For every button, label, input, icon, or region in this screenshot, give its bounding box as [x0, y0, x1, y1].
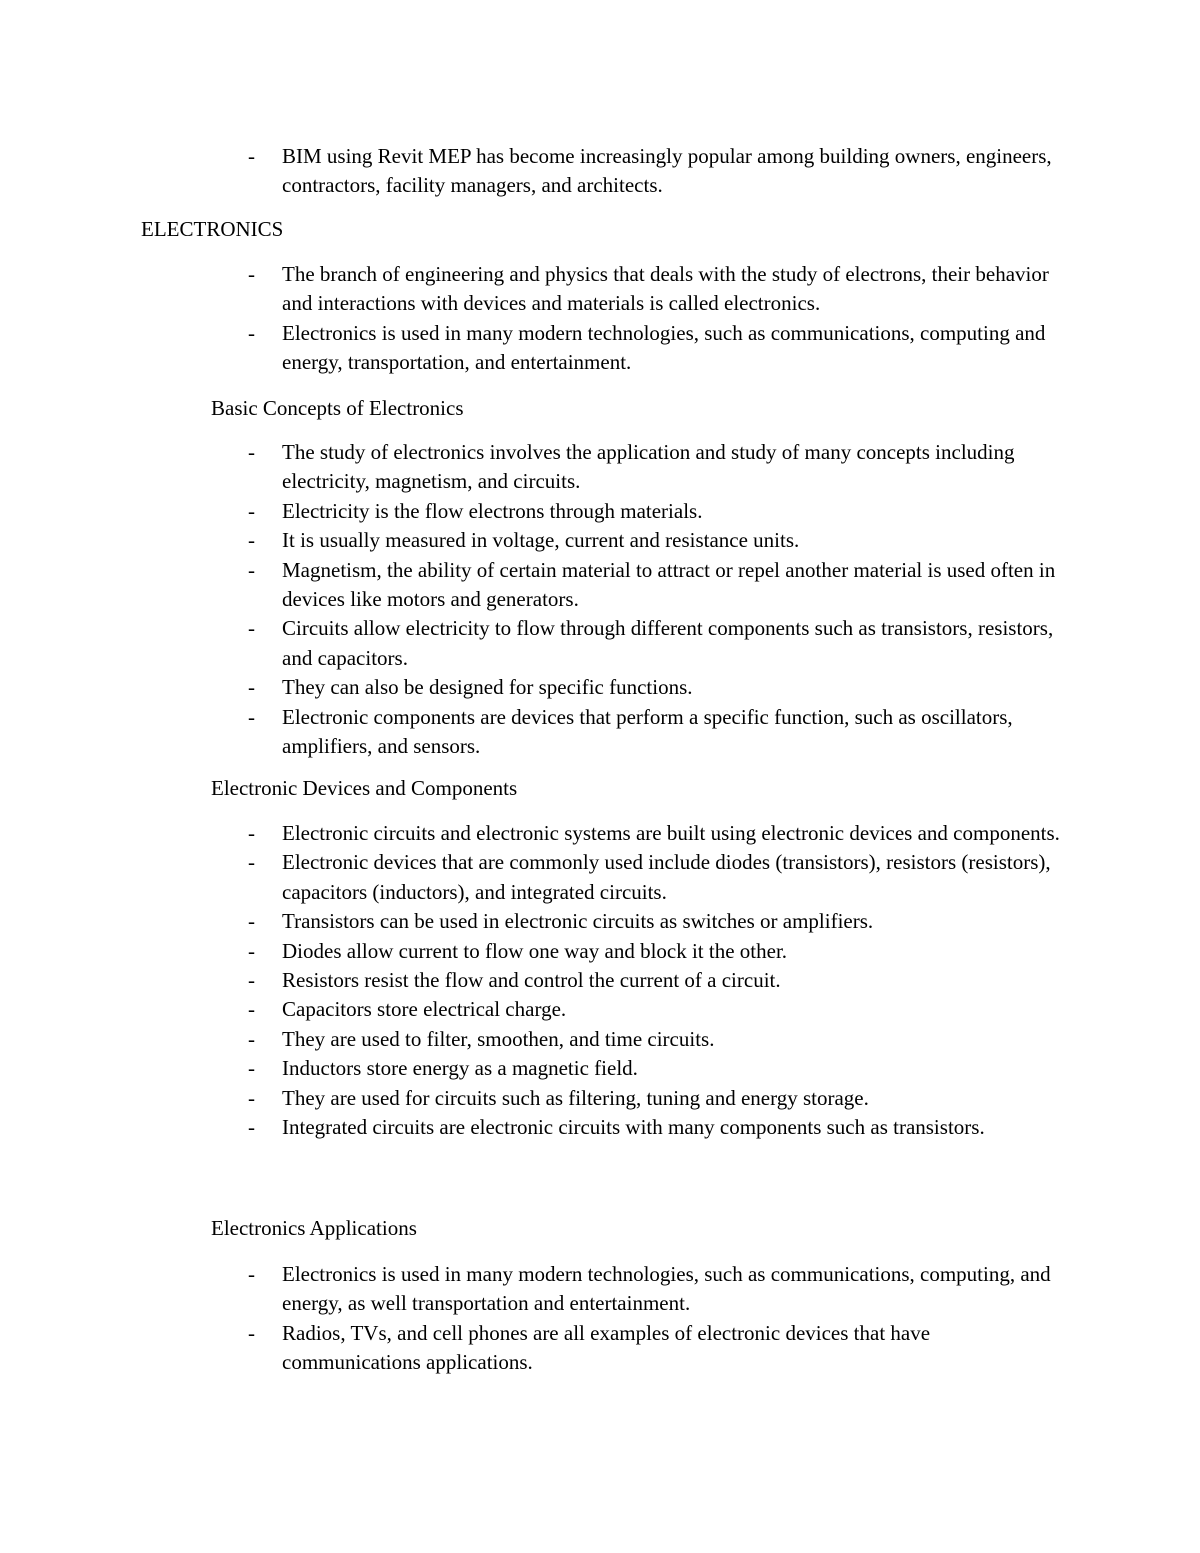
bullet-dash: - [248, 528, 255, 553]
bullet-dash: - [248, 997, 255, 1022]
section-heading-devices-components: Electronic Devices and Components [211, 776, 518, 800]
list-item-text: They are used to filter, smoothen, and time circuits. [282, 1026, 715, 1051]
section-heading-applications: Electronics Applications [211, 1216, 417, 1240]
list-item [244, 1054, 1074, 1083]
list-item [244, 319, 1074, 378]
list-item-text: Diodes allow current to flow one way and block it the other. [282, 938, 788, 963]
list-item-text: Electronics is used in many modern technologies, such as communications, computing, and energy, as well transportation and entertainment. [282, 1262, 1051, 1316]
bullet-dash: - [248, 1085, 255, 1110]
list-item-text: Magnetism, the ability of certain material to attract or repel another material is used often in devices like motors and generators. [282, 557, 1056, 612]
list-item-text: BIM using Revit MEP has become increasingly popular among building owners, engineers, contractors, facility managers, and architects. [282, 144, 1052, 198]
list-item-text: Inductors store energy as a magnetic field. [282, 1056, 638, 1081]
bullet-dash: - [248, 616, 255, 641]
bullet-dash: - [248, 1056, 255, 1081]
intro-list [244, 142, 1074, 201]
list-item-text: They are used for circuits such as filtering, tuning and energy storage. [282, 1085, 869, 1110]
bullet-dash: - [248, 498, 255, 523]
list-item-text: Radios, TVs, and cell phones are all examples of electronic devices that have communications applications. [282, 1320, 931, 1375]
list-item [244, 1084, 1074, 1113]
list-item [244, 966, 1074, 995]
electronics-list [244, 260, 1074, 378]
section-heading-electronics: ELECTRONICS [141, 217, 284, 241]
list-item [244, 142, 1074, 201]
section-heading-basic-concepts: Basic Concepts of Electronics [211, 396, 464, 420]
bullet-dash: - [248, 909, 255, 934]
list-item [244, 526, 1074, 555]
bullet-dash: - [248, 320, 255, 345]
list-item-text: Electronics is used in many modern technologies, such as communications, computing and energy, transportation, and entertainment. [282, 320, 1046, 375]
list-item [244, 673, 1074, 702]
basic-concepts-list [244, 438, 1074, 761]
list-item [244, 848, 1074, 907]
bullet-dash: - [248, 1320, 255, 1345]
bullet-dash: - [248, 1262, 255, 1286]
list-item [244, 1319, 1074, 1378]
list-item [244, 995, 1074, 1024]
list-item-text: Electricity is the flow electrons through materials. [282, 498, 703, 523]
list-item-text: Integrated circuits are electronic circuits with many components such as transistors. [282, 1115, 985, 1140]
bullet-dash: - [248, 1026, 255, 1051]
bullet-dash: - [248, 262, 255, 286]
list-item-text: Electronic circuits and electronic systems are built using electronic devices and components. [282, 821, 1060, 845]
list-item-text: Electronic components are devices that perform a specific function, such as oscillators, amplifiers, and sensors. [282, 704, 1013, 759]
list-item [244, 1113, 1074, 1142]
list-item-text: The branch of engineering and physics that deals with the study of electrons, their behavior and interactions with devices and materials is called electronics. [282, 262, 1049, 316]
applications-list [244, 1260, 1074, 1378]
list-item-text: Transistors can be used in electronic circuits as switches or amplifiers. [282, 909, 874, 934]
list-item [244, 703, 1074, 762]
list-item [244, 497, 1074, 526]
list-item [244, 556, 1074, 615]
list-item [244, 819, 1074, 848]
list-item-text: Capacitors store electrical charge. [282, 997, 567, 1022]
list-item [244, 260, 1074, 319]
list-item [244, 1025, 1074, 1054]
bullet-dash: - [248, 821, 255, 845]
list-item [244, 1260, 1074, 1319]
list-item-text: They can also be designed for specific functions. [282, 675, 693, 700]
list-item [244, 937, 1074, 966]
bullet-dash: - [248, 968, 255, 993]
list-item-text: Circuits allow electricity to flow through different components such as transistors, resistors, and capacitors. [282, 616, 1054, 670]
bullet-dash: - [248, 144, 255, 168]
list-item-text: Resistors resist the flow and control the current of a circuit. [282, 968, 781, 993]
bullet-dash: - [248, 938, 255, 963]
list-item-text: Electronic devices that are commonly used include diodes (transistors), resistors (resistors), capacitors (inductors), and integrated circuits. [282, 850, 1051, 904]
list-item-text: It is usually measured in voltage, current and resistance units. [282, 528, 800, 553]
devices-components-list [244, 819, 1074, 1142]
list-item [244, 907, 1074, 936]
list-item [244, 614, 1074, 673]
list-item [244, 438, 1074, 497]
bullet-dash: - [248, 850, 255, 875]
list-item-text: The study of electronics involves the application and study of many concepts including electricity, magnetism, and circuits. [282, 440, 1015, 494]
bullet-dash: - [248, 1115, 255, 1140]
bullet-dash: - [248, 440, 255, 464]
bullet-dash: - [248, 557, 255, 582]
bullet-dash: - [248, 704, 255, 729]
bullet-dash: - [248, 675, 255, 700]
